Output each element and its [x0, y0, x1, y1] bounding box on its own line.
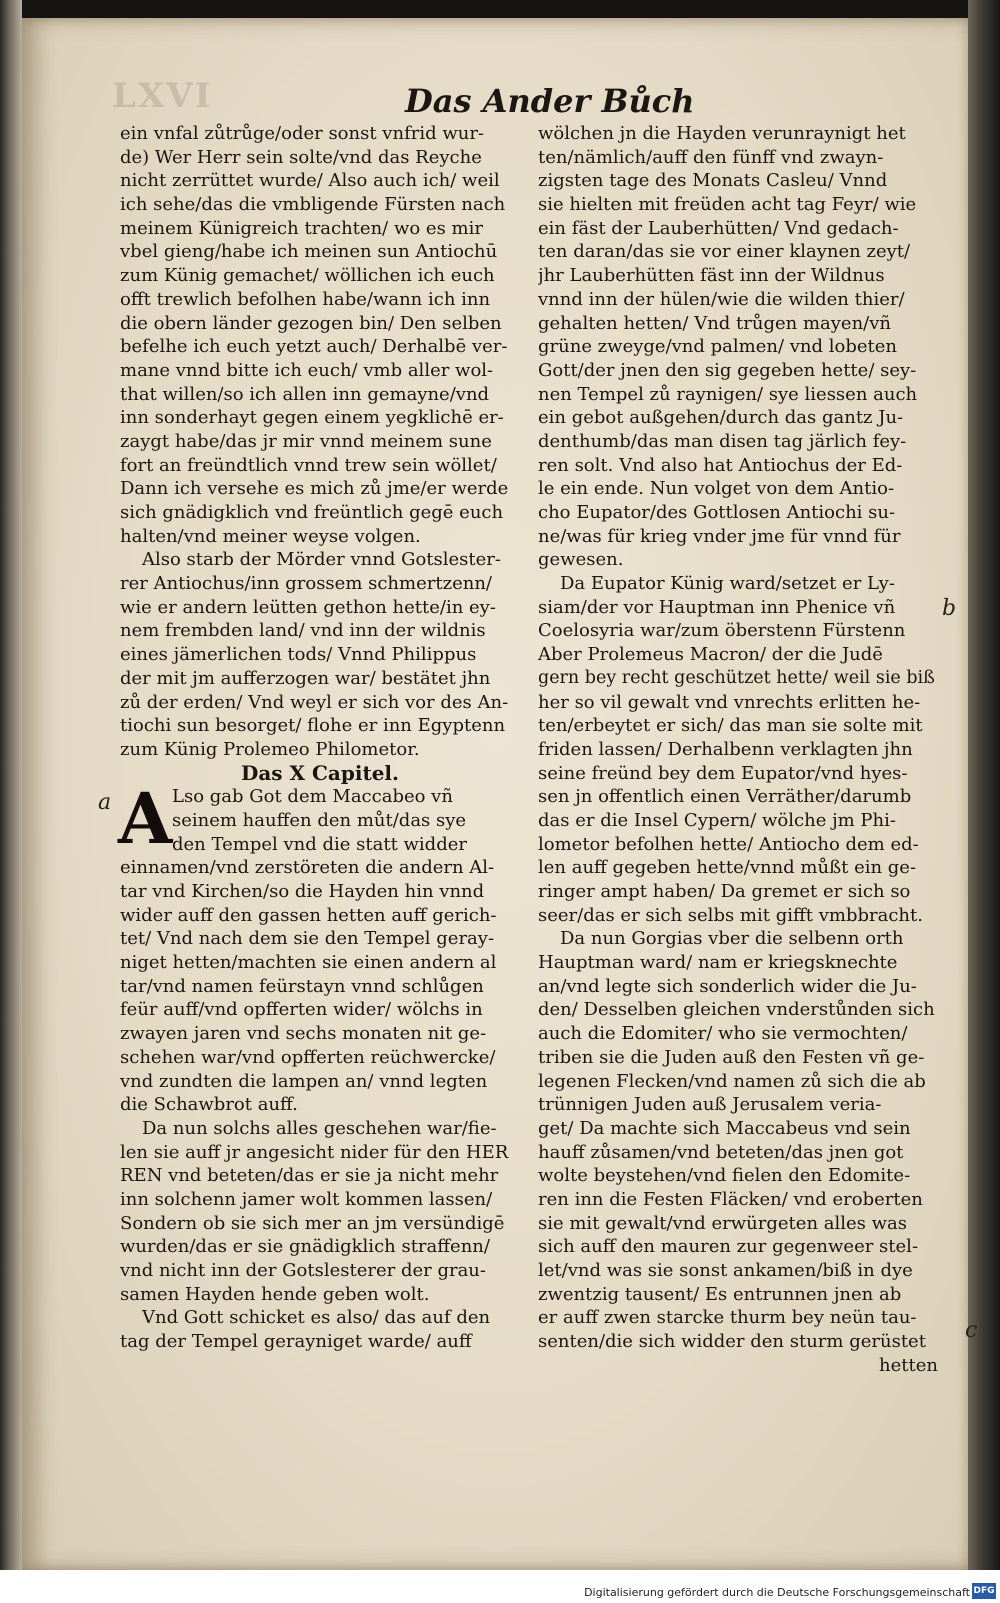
text-line: inn sonderhayt gegen einem yegklichē er-	[120, 407, 504, 429]
margin-note-far-right: c	[965, 1318, 978, 1343]
text-line: hauff zůsamen/vnd beteten/das jnen got	[538, 1141, 904, 1163]
dfg-logo-badge: DFG	[972, 1583, 996, 1599]
text-line: len auff gegeben hette/vnnd můßt ein ge-	[538, 857, 917, 879]
text-line: schehen war/vnd opfferten reüchwercke/	[120, 1046, 496, 1068]
text-line: zů der erden/ Vnd weyl er sich vor des An-	[120, 691, 509, 713]
text-line: REN vnd beteten/das er sie ja nicht mehr	[120, 1165, 499, 1187]
text-column-right	[538, 122, 938, 1377]
scan-top-border	[22, 0, 982, 18]
text-line: sie mit gewalt/vnd erwürgeten alles was	[538, 1212, 907, 1234]
text-line: seer/das er sich selbs mit gifft vmbbracht.	[538, 904, 923, 926]
text-line: Da nun solchs alles geschehen war/fie-	[142, 1117, 497, 1139]
text-line: ten daran/das sie vor einer klaynen zeyt/	[538, 241, 911, 263]
text-line: vbel gieng/habe ich meinen sun Antiochū	[120, 241, 498, 263]
text-line: le ein ende. Nun volget von dem Antio-	[538, 478, 895, 500]
text-line: wolte beystehen/vnd fielen den Edomite-	[538, 1165, 911, 1187]
text-line: Lso gab Got dem Maccabeo vñ	[172, 786, 453, 808]
text-line: ein gebot außgehen/durch das gantz Ju-	[538, 407, 904, 429]
text-line: triben sie die Juden auß den Festen vñ ge-	[538, 1046, 925, 1068]
text-line: rer Antiochus/inn grossem schmertzenn/	[120, 573, 492, 595]
text-line: gern bey recht geschützet hette/ weil sie biß	[538, 667, 935, 688]
text-line: lometor befolhen hette/ Antiocho dem ed-	[538, 833, 919, 855]
text-line: senten/die sich widder den sturm gerüstet	[538, 1331, 926, 1353]
text-line: ein fäst der Lauberhütten/ Vnd gedach-	[538, 217, 899, 239]
text-line: gewesen.	[538, 549, 624, 571]
text-column-left	[120, 122, 520, 1354]
text-line: ten/nämlich/auff den fünff vnd zwayn-	[538, 146, 884, 168]
text-line: friden lassen/ Derhalbenn verklagten jhn	[538, 738, 913, 760]
text-line: mane vnnd bitte ich euch/ vmb aller wol-	[120, 359, 494, 381]
text-line: Aber Prolemeus Macron/ der die Judē	[538, 644, 883, 666]
text-line: nem frembden land/ vnd inn der wildnis	[120, 620, 486, 642]
text-line: len sie auff jr angesicht nider für den HER	[120, 1141, 509, 1163]
text-line: trünnigen Juden auß Jerusalem veria-	[538, 1094, 882, 1116]
text-line: nen Tempel zů raynigen/ sye liessen auch	[538, 383, 918, 405]
text-line: sen jn offentlich einen Verräther/darumb	[538, 786, 912, 808]
text-line: auch die Edomiter/ who sie vermochten/	[538, 1023, 908, 1045]
text-line: halten/vnd meiner weyse volgen.	[120, 525, 421, 547]
text-line: siam/der vor Hauptman inn Phenice vñ	[538, 596, 896, 618]
text-line: tag der Tempel gerayniget warde/ auff	[120, 1331, 472, 1353]
text-line: her so vil gewalt vnd vnrechts erlitten he-	[538, 691, 921, 713]
text-line: niget hetten/machten sie einen andern al	[120, 952, 497, 974]
text-line: nicht zerrüttet wurde/ Also auch ich/ weil	[120, 170, 500, 192]
text-line: Also starb der Mörder vnnd Gotslester-	[142, 549, 501, 571]
text-line: feür auff/vnd opfferten wider/ wölchs in	[120, 999, 483, 1021]
text-line: tet/ Vnd nach dem sie den Tempel geray-	[120, 928, 495, 950]
text-line: seinem hauffen den můt/das sye	[172, 809, 467, 831]
text-line: ne/was für krieg vnder jme für vnnd für	[538, 525, 901, 547]
text-line: hetten	[879, 1354, 938, 1376]
text-line: grüne zweyge/vnd palmen/ vnd lobeten	[538, 336, 898, 358]
text-line: wie er andern leütten gethon hette/in ey-	[120, 596, 496, 618]
text-line: zwayen jaren vnd sechs monaten nit ge-	[120, 1023, 487, 1045]
text-line: wölchen jn die Hayden verunraynigt het	[538, 123, 906, 144]
text-line: denthumb/das man disen tag järlich fey-	[538, 430, 907, 452]
text-line: offt trewlich befolhen habe/wann ich inn	[120, 288, 491, 310]
text-line: einnamen/vnd zerstöreten die andern Al-	[120, 857, 495, 879]
text-line: zum Künig Prolemeo Philometor.	[120, 738, 420, 760]
drop-cap-letter: A	[118, 776, 173, 860]
text-line: tiochi sun besorget/ flohe er inn Egyptenn	[120, 715, 506, 737]
text-line: meinem Künigreich trachten/ wo es mir	[120, 217, 483, 239]
text-line: jhr Lauberhütten fäst inn der Wildnus	[538, 265, 885, 287]
text-line: sich gnädigklich vnd freüntlich gegē euch	[120, 502, 504, 523]
running-head: Das Ander Bůch	[405, 82, 695, 120]
text-line: Da nun Gorgias vber die selbenn orth	[560, 928, 904, 950]
margin-note-left: a	[98, 790, 112, 815]
text-line: Gott/der jnen den sig gegeben hette/ sey-	[538, 359, 917, 381]
text-line: ein vnfal zůtrůge/oder sonst vnfrid wur-	[120, 123, 485, 144]
text-line: zum Künig gemachet/ wöllichen ich euch	[120, 265, 495, 287]
text-line: Da Eupator Künig ward/setzet er Ly-	[560, 573, 895, 595]
text-line: den/ Desselben gleichen vnderstůnden sich	[538, 999, 935, 1021]
text-line: legenen Flecken/vnd namen zů sich die ab	[538, 1070, 926, 1092]
text-line: ren solt. Vnd also hat Antiochus der Ed-	[538, 454, 903, 476]
text-line: gehalten hetten/ Vnd trůgen mayen/vñ	[538, 312, 891, 334]
text-line: zwentzig tausent/ Es entrunnen jnen ab	[538, 1283, 902, 1305]
footer-credit: Digitalisierung gefördert durch die Deutsche Forschungsgemeinschaft	[584, 1586, 970, 1599]
text-line: Vnd Gott schicket es also/ das auf den	[142, 1307, 491, 1329]
margin-note-right: b	[942, 596, 957, 621]
text-line: samen Hayden hende geben wolt.	[120, 1283, 430, 1305]
text-line: tar vnd Kirchen/so die Hayden hin vnnd	[120, 881, 485, 902]
text-line: die Schawbrot auff.	[120, 1094, 298, 1116]
text-line: let/vnd was sie sonst ankamen/biß in dye	[538, 1260, 913, 1281]
text-line: den Tempel vnd die statt widder	[172, 833, 467, 855]
text-line: ich sehe/das die vmbligende Fürsten nach	[120, 194, 506, 216]
text-line: zaygt habe/das jr mir vnnd meinem sune	[120, 430, 492, 452]
text-line: das er die Insel Cypern/ wölche jm Phi-	[538, 809, 896, 831]
text-line: Dann ich versehe es mich zů jme/er werde	[120, 478, 509, 500]
text-line: vnd zundten die lampen an/ vnnd legten	[120, 1070, 488, 1092]
text-line: ren inn die Festen Fläcken/ vnd eroberten	[538, 1188, 923, 1210]
text-line: tar/vnd namen feürstayn vnnd schlůgen	[120, 975, 484, 997]
text-line: vnd nicht inn der Gotslesterer der grau-	[120, 1260, 486, 1281]
text-line: wider auff den gassen hetten auff gerich-	[120, 904, 497, 926]
text-line: Hauptman ward/ nam er kriegsknechte	[538, 952, 898, 974]
text-line: cho Eupator/des Gottlosen Antiochi su-	[538, 502, 896, 523]
text-line: seine freünd bey dem Eupator/vnd hyes-	[538, 762, 908, 784]
text-line: zigsten tage des Monats Casleu/ Vnnd	[538, 170, 888, 192]
text-line: vnnd inn der hülen/wie die wilden thier/	[538, 288, 905, 310]
text-line: sich auff den mauren zur gegenweer stel-	[538, 1236, 919, 1258]
text-line: ringer ampt haben/ Da gremet er sich so	[538, 881, 911, 902]
text-line: er auff zwen starcke thurm bey neün tau-	[538, 1307, 917, 1329]
text-line: der mit jm aufferzogen war/ bestätet jhn	[120, 667, 491, 689]
text-line: de) Wer Herr sein solte/vnd das Reyche	[120, 146, 482, 168]
text-line: die obern länder gezogen bin/ Den selben	[120, 312, 502, 334]
text-line: that willen/so ich allen inn gemayne/vnd	[120, 383, 490, 405]
text-line: get/ Da machte sich Maccabeus vnd sein	[538, 1117, 911, 1139]
text-line: wurden/das er sie gnädigklich straffenn/	[120, 1236, 490, 1258]
text-line: Coelosyria war/zum öberstenn Fürstenn	[538, 620, 906, 642]
text-line: Das X Capitel.	[241, 761, 399, 785]
text-line: Sondern ob sie sich mer an jm versündigē	[120, 1212, 505, 1234]
book-spine-edge	[0, 0, 22, 1570]
text-line: fort an freündtlich vnnd trew sein wöllet/	[120, 454, 497, 476]
text-line: eines jämerlichen tods/ Vnnd Philippus	[120, 644, 477, 666]
text-line: sie hielten mit freüden acht tag Feyr/ wie	[538, 194, 917, 216]
text-line: inn solchenn jamer wolt kommen lassen/	[120, 1188, 493, 1210]
text-line: an/vnd legte sich sonderlich wider die Ju-	[538, 975, 917, 997]
text-line: befelhe ich euch yetzt auch/ Derhalbē ver-	[120, 336, 508, 358]
text-line: ten/erbeytet er sich/ das man sie solte mit	[538, 715, 923, 737]
folio-number: LXVI	[112, 76, 213, 116]
